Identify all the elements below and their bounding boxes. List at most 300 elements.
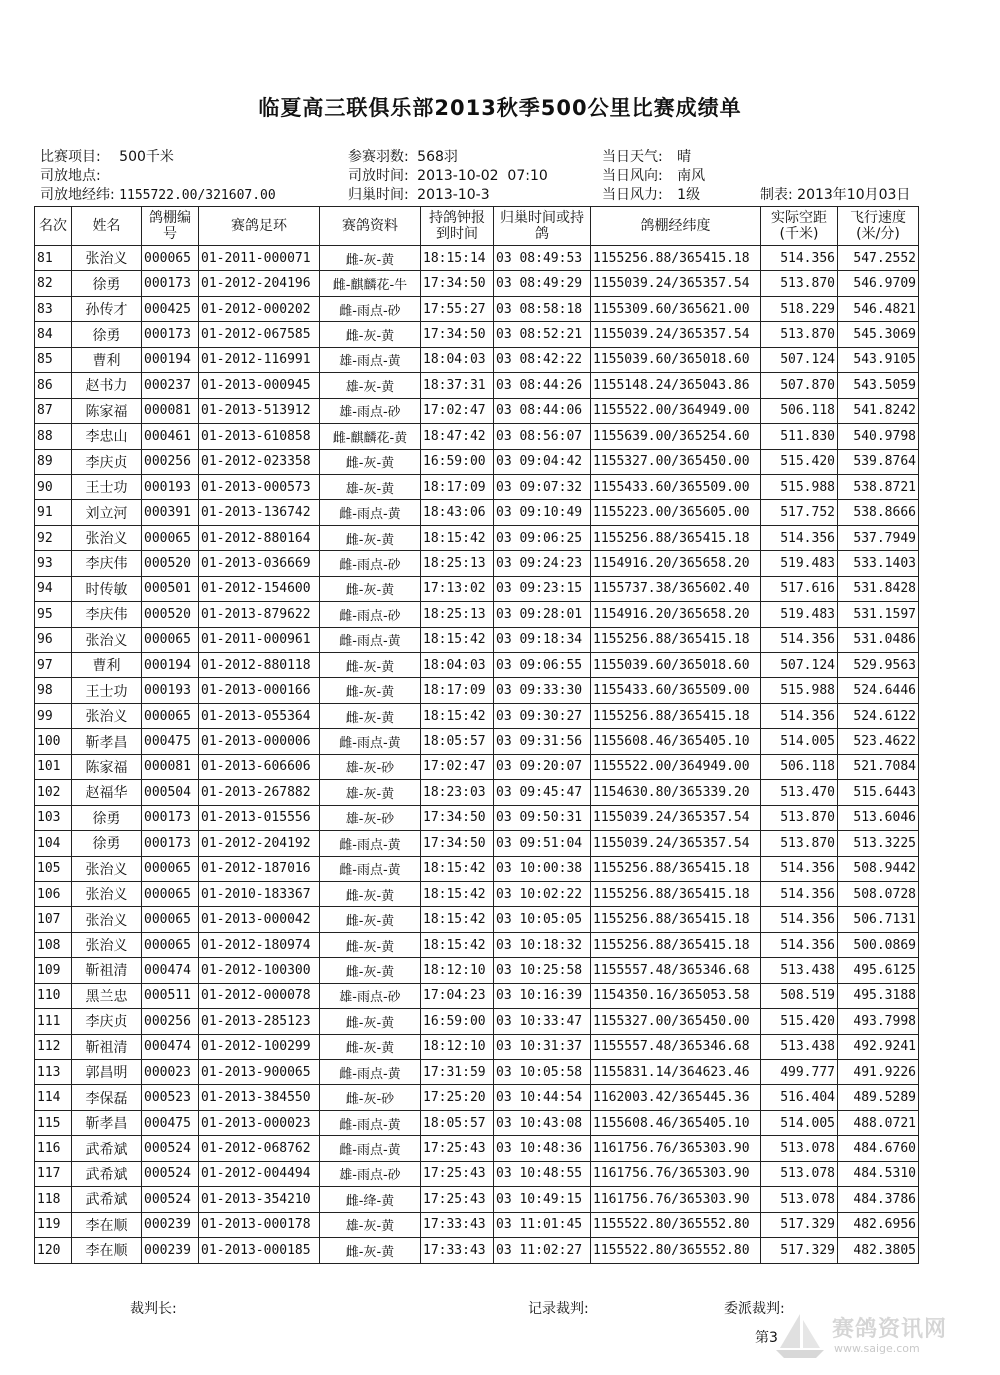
cell-ring: 01-2012-067585 xyxy=(199,322,320,347)
cell-clock-time: 18:15:42 xyxy=(421,932,494,957)
cell-clock-time: 17:34:50 xyxy=(421,322,494,347)
cell-speed: 482.6956 xyxy=(838,1212,919,1237)
cell-name: 曹利 xyxy=(72,347,142,372)
table-row xyxy=(35,449,919,474)
cell-name: 李庆伟 xyxy=(72,602,142,627)
cell-loft-id: 000524 xyxy=(142,1187,199,1212)
cell-ring: 01-2013-000166 xyxy=(199,678,320,703)
table-row xyxy=(35,653,919,678)
cell-pigeon-info: 雌-灰-黄 xyxy=(320,932,421,957)
cell-name: 武希斌 xyxy=(72,1187,142,1212)
cell-rank: 118 xyxy=(35,1187,72,1212)
cell-loft-coord: 1155256.88/365415.18 xyxy=(591,703,761,728)
cell-ring: 01-2013-879622 xyxy=(199,602,320,627)
cell-rank: 90 xyxy=(35,474,72,499)
cell-clock-time: 18:15:42 xyxy=(421,881,494,906)
made-date-info xyxy=(760,184,910,204)
table-row xyxy=(35,296,919,321)
cell-loft-id: 000065 xyxy=(142,246,199,271)
cell-loft-coord: 1155256.88/365415.18 xyxy=(591,246,761,271)
table-row xyxy=(35,856,919,881)
cell-pigeon-info: 雌-雨点-砂 xyxy=(320,602,421,627)
record-judge-field xyxy=(528,1298,589,1318)
cell-pigeon-info: 雌-灰-黄 xyxy=(320,1034,421,1059)
cell-speed: 543.9105 xyxy=(838,347,919,372)
table-body xyxy=(35,246,919,1264)
cell-speed: 508.0728 xyxy=(838,881,919,906)
cell-name: 靳祖清 xyxy=(72,1034,142,1059)
table-row xyxy=(35,805,919,830)
project-value: 500千米 xyxy=(119,149,174,165)
wind-force-info xyxy=(602,184,700,204)
cell-pigeon-info: 雌-灰-黄 xyxy=(320,1238,421,1263)
cell-name: 张治义 xyxy=(72,246,142,271)
return-time-value: 2013-10-3 xyxy=(417,187,490,203)
cell-name: 张治义 xyxy=(72,932,142,957)
cell-rank: 101 xyxy=(35,754,72,779)
cell-name: 李忠山 xyxy=(72,424,142,449)
sailboat-icon xyxy=(770,1310,830,1360)
cell-ring: 01-2011-000071 xyxy=(199,246,320,271)
cell-arrival-time: 03 10:05:05 xyxy=(494,907,591,932)
cell-pigeon-info: 雌-雨点-黄 xyxy=(320,500,421,525)
cell-clock-time: 17:25:43 xyxy=(421,1161,494,1186)
table-row xyxy=(35,1060,919,1085)
page-title: 临夏高三联俱乐部2013秋季500公里比赛成绩单 xyxy=(258,96,742,120)
cell-speed: 482.3805 xyxy=(838,1238,919,1263)
cell-loft-id: 000511 xyxy=(142,983,199,1008)
cell-ring: 01-2012-000202 xyxy=(199,296,320,321)
cell-pigeon-info: 雄-灰-黄 xyxy=(320,1212,421,1237)
cell-name: 徐勇 xyxy=(72,831,142,856)
table-row xyxy=(35,424,919,449)
cell-loft-coord: 1154916.20/365658.20 xyxy=(591,602,761,627)
header-pigeon-info: 赛鸽资料 xyxy=(320,207,421,246)
cell-ring: 01-2013-000178 xyxy=(199,1212,320,1237)
table-row xyxy=(35,576,919,601)
cell-distance: 519.483 xyxy=(761,551,838,576)
cell-clock-time: 17:34:50 xyxy=(421,271,494,296)
cell-arrival-time: 03 09:23:15 xyxy=(494,576,591,601)
cell-clock-time: 17:33:43 xyxy=(421,1212,494,1237)
cell-loft-id: 000173 xyxy=(142,271,199,296)
cell-loft-id: 000065 xyxy=(142,627,199,652)
cell-distance: 514.356 xyxy=(761,932,838,957)
cell-ring: 01-2013-000945 xyxy=(199,373,320,398)
header-ring: 赛鸽足环 xyxy=(199,207,320,246)
cell-arrival-time: 03 10:31:37 xyxy=(494,1034,591,1059)
cell-loft-coord: 1155522.00/364949.00 xyxy=(591,398,761,423)
cell-pigeon-info: 雌-灰-黄 xyxy=(320,525,421,550)
cell-speed: 538.8666 xyxy=(838,500,919,525)
table-header-row xyxy=(35,207,919,246)
table-row xyxy=(35,602,919,627)
cell-ring: 01-2012-204196 xyxy=(199,271,320,296)
cell-rank: 82 xyxy=(35,271,72,296)
cell-name: 陈家福 xyxy=(72,398,142,423)
cell-loft-id: 000065 xyxy=(142,881,199,906)
cell-pigeon-info: 雌-灰-黄 xyxy=(320,653,421,678)
cell-distance: 519.483 xyxy=(761,602,838,627)
cell-speed: 500.0869 xyxy=(838,932,919,957)
cell-loft-coord: 1161756.76/365303.90 xyxy=(591,1161,761,1186)
release-site-info xyxy=(40,165,101,185)
cell-name: 曹利 xyxy=(72,653,142,678)
cell-rank: 91 xyxy=(35,500,72,525)
cell-name: 孙传才 xyxy=(72,296,142,321)
cell-ring: 01-2013-000023 xyxy=(199,1110,320,1135)
cell-rank: 95 xyxy=(35,602,72,627)
cell-loft-coord: 1155256.88/365415.18 xyxy=(591,907,761,932)
watermark-logo xyxy=(770,1310,970,1360)
cell-clock-time: 18:23:03 xyxy=(421,780,494,805)
cell-rank: 89 xyxy=(35,449,72,474)
cell-distance: 515.988 xyxy=(761,474,838,499)
cell-ring: 01-2013-000573 xyxy=(199,474,320,499)
cell-pigeon-info: 雌-雨点-黄 xyxy=(320,831,421,856)
cell-clock-time: 18:15:42 xyxy=(421,856,494,881)
cell-rank: 81 xyxy=(35,246,72,271)
cell-arrival-time: 03 08:44:26 xyxy=(494,373,591,398)
cell-name: 黑兰忠 xyxy=(72,983,142,1008)
cell-rank: 100 xyxy=(35,729,72,754)
cell-clock-time: 18:15:42 xyxy=(421,703,494,728)
entry-count-label: 参赛羽数: xyxy=(348,149,409,165)
cell-distance: 508.519 xyxy=(761,983,838,1008)
cell-clock-time: 17:25:43 xyxy=(421,1136,494,1161)
cell-clock-time: 17:34:50 xyxy=(421,805,494,830)
cell-loft-id: 000065 xyxy=(142,907,199,932)
cell-ring: 01-2013-384550 xyxy=(199,1085,320,1110)
cell-clock-time: 18:05:57 xyxy=(421,1110,494,1135)
cell-rank: 117 xyxy=(35,1161,72,1186)
table-row xyxy=(35,932,919,957)
cell-loft-id: 000239 xyxy=(142,1238,199,1263)
wind-force-value: 1级 xyxy=(677,187,701,203)
cell-clock-time: 18:15:42 xyxy=(421,627,494,652)
cell-loft-coord: 1155256.88/365415.18 xyxy=(591,627,761,652)
wind-direction-label: 当日风向: xyxy=(602,168,663,184)
cell-pigeon-info: 雌-雨点-黄 xyxy=(320,1110,421,1135)
cell-loft-coord: 1155256.88/365415.18 xyxy=(591,525,761,550)
cell-pigeon-info: 雌-灰-砂 xyxy=(320,1085,421,1110)
cell-rank: 113 xyxy=(35,1060,72,1085)
cell-speed: 546.4821 xyxy=(838,296,919,321)
cell-clock-time: 18:12:10 xyxy=(421,1034,494,1059)
cell-speed: 524.6446 xyxy=(838,678,919,703)
cell-arrival-time: 03 08:49:29 xyxy=(494,271,591,296)
cell-clock-time: 17:02:47 xyxy=(421,754,494,779)
cell-distance: 516.404 xyxy=(761,1085,838,1110)
made-date-label: 制表: xyxy=(760,187,793,203)
cell-arrival-time: 03 10:33:47 xyxy=(494,1009,591,1034)
delegate-judge-label: 委派裁判: xyxy=(724,1301,785,1317)
cell-name: 张治义 xyxy=(72,881,142,906)
table-row xyxy=(35,958,919,983)
cell-name: 李庆伟 xyxy=(72,551,142,576)
chief-judge-field xyxy=(130,1298,177,1318)
table-row xyxy=(35,678,919,703)
header-distance: 实际空距(千米) xyxy=(761,207,838,246)
cell-pigeon-info: 雌-麒麟花-牛 xyxy=(320,271,421,296)
cell-name: 张治义 xyxy=(72,856,142,881)
cell-name: 武希斌 xyxy=(72,1161,142,1186)
cell-loft-coord: 1155522.00/364949.00 xyxy=(591,754,761,779)
cell-ring: 01-2013-000185 xyxy=(199,1238,320,1263)
cell-ring: 01-2013-513912 xyxy=(199,398,320,423)
cell-loft-id: 000193 xyxy=(142,678,199,703)
cell-arrival-time: 03 09:24:23 xyxy=(494,551,591,576)
table-row xyxy=(35,729,919,754)
table-row xyxy=(35,322,919,347)
cell-arrival-time: 03 09:30:27 xyxy=(494,703,591,728)
cell-name: 李庆贞 xyxy=(72,449,142,474)
cell-clock-time: 16:59:00 xyxy=(421,449,494,474)
cell-speed: 495.6125 xyxy=(838,958,919,983)
cell-loft-id: 000504 xyxy=(142,780,199,805)
cell-ring: 01-2011-000961 xyxy=(199,627,320,652)
cell-loft-id: 000081 xyxy=(142,398,199,423)
cell-arrival-time: 03 09:10:49 xyxy=(494,500,591,525)
cell-arrival-time: 03 08:44:06 xyxy=(494,398,591,423)
cell-ring: 01-2013-610858 xyxy=(199,424,320,449)
cell-loft-id: 000475 xyxy=(142,1110,199,1135)
cell-clock-time: 18:25:13 xyxy=(421,602,494,627)
return-time-label: 归巢时间: xyxy=(348,187,409,203)
cell-ring: 01-2013-000042 xyxy=(199,907,320,932)
cell-loft-id: 000173 xyxy=(142,831,199,856)
cell-loft-coord: 1154630.80/365339.20 xyxy=(591,780,761,805)
table-row xyxy=(35,500,919,525)
cell-loft-coord: 1155737.38/365602.40 xyxy=(591,576,761,601)
cell-name: 王士功 xyxy=(72,474,142,499)
cell-loft-coord: 1155522.80/365552.80 xyxy=(591,1238,761,1263)
cell-speed: 539.8764 xyxy=(838,449,919,474)
cell-clock-time: 17:25:43 xyxy=(421,1187,494,1212)
cell-clock-time: 18:25:13 xyxy=(421,551,494,576)
cell-speed: 515.6443 xyxy=(838,780,919,805)
cell-clock-time: 18:04:03 xyxy=(421,653,494,678)
cell-ring: 01-2012-204192 xyxy=(199,831,320,856)
cell-loft-coord: 1155831.14/364623.46 xyxy=(591,1060,761,1085)
table-row xyxy=(35,907,919,932)
cell-name: 徐勇 xyxy=(72,271,142,296)
table-row xyxy=(35,754,919,779)
cell-arrival-time: 03 09:07:32 xyxy=(494,474,591,499)
cell-clock-time: 17:04:23 xyxy=(421,983,494,1008)
cell-speed: 538.8721 xyxy=(838,474,919,499)
cell-speed: 545.3069 xyxy=(838,322,919,347)
cell-ring: 01-2012-100300 xyxy=(199,958,320,983)
release-site-label: 司放地点: xyxy=(40,168,101,184)
cell-speed: 546.9709 xyxy=(838,271,919,296)
cell-clock-time: 18:17:09 xyxy=(421,474,494,499)
cell-distance: 513.870 xyxy=(761,271,838,296)
cell-clock-time: 18:15:14 xyxy=(421,246,494,271)
table-row xyxy=(35,780,919,805)
cell-loft-id: 000065 xyxy=(142,703,199,728)
cell-rank: 102 xyxy=(35,780,72,805)
cell-loft-coord: 1155039.24/365357.54 xyxy=(591,322,761,347)
table-row xyxy=(35,271,919,296)
cell-clock-time: 18:12:10 xyxy=(421,958,494,983)
cell-pigeon-info: 雄-灰-砂 xyxy=(320,805,421,830)
cell-clock-time: 18:43:06 xyxy=(421,500,494,525)
cell-distance: 513.078 xyxy=(761,1136,838,1161)
header-arrival-time: 归巢时间或持鸽 xyxy=(494,207,591,246)
cell-clock-time: 18:15:42 xyxy=(421,525,494,550)
cell-loft-coord: 1155039.24/365357.54 xyxy=(591,831,761,856)
cell-loft-coord: 1155639.00/365254.60 xyxy=(591,424,761,449)
table-row xyxy=(35,525,919,550)
cell-rank: 106 xyxy=(35,881,72,906)
cell-pigeon-info: 雌-灰-黄 xyxy=(320,907,421,932)
wind-direction-value: 南风 xyxy=(677,168,706,184)
cell-pigeon-info: 雄-雨点-砂 xyxy=(320,983,421,1008)
cell-name: 陈家福 xyxy=(72,754,142,779)
cell-distance: 513.870 xyxy=(761,805,838,830)
table-row xyxy=(35,1136,919,1161)
cell-loft-coord: 1155256.88/365415.18 xyxy=(591,932,761,957)
cell-arrival-time: 03 09:33:30 xyxy=(494,678,591,703)
chief-judge-label: 裁判长: xyxy=(130,1301,177,1317)
cell-loft-id: 000524 xyxy=(142,1136,199,1161)
cell-name: 武希斌 xyxy=(72,1136,142,1161)
cell-name: 李庆贞 xyxy=(72,1009,142,1034)
cell-distance: 513.470 xyxy=(761,780,838,805)
table-row xyxy=(35,831,919,856)
cell-speed: 524.6122 xyxy=(838,703,919,728)
cell-clock-time: 18:05:57 xyxy=(421,729,494,754)
cell-rank: 86 xyxy=(35,373,72,398)
cell-ring: 01-2012-100299 xyxy=(199,1034,320,1059)
release-time-value: 2013-10-02 07:10 xyxy=(417,168,548,184)
cell-clock-time: 18:15:42 xyxy=(421,907,494,932)
cell-distance: 513.870 xyxy=(761,322,838,347)
cell-clock-time: 17:25:20 xyxy=(421,1085,494,1110)
header-speed: 飞行速度(米/分) xyxy=(838,207,919,246)
cell-distance: 514.005 xyxy=(761,1110,838,1135)
cell-rank: 120 xyxy=(35,1238,72,1263)
cell-clock-time: 16:59:00 xyxy=(421,1009,494,1034)
cell-ring: 01-2013-036669 xyxy=(199,551,320,576)
cell-clock-time: 17:02:47 xyxy=(421,398,494,423)
cell-loft-coord: 1155608.46/365405.10 xyxy=(591,729,761,754)
project-info xyxy=(40,146,174,166)
cell-loft-coord: 1155433.60/365509.00 xyxy=(591,474,761,499)
weather-value: 晴 xyxy=(677,149,692,165)
cell-loft-coord: 1155557.48/365346.68 xyxy=(591,1034,761,1059)
cell-rank: 98 xyxy=(35,678,72,703)
cell-pigeon-info: 雌-灰-黄 xyxy=(320,678,421,703)
cell-arrival-time: 03 10:48:36 xyxy=(494,1136,591,1161)
cell-name: 时传敏 xyxy=(72,576,142,601)
cell-ring: 01-2013-015556 xyxy=(199,805,320,830)
cell-pigeon-info: 雌-雨点-砂 xyxy=(320,551,421,576)
cell-distance: 514.356 xyxy=(761,907,838,932)
cell-pigeon-info: 雌-灰-黄 xyxy=(320,1009,421,1034)
cell-speed: 540.9798 xyxy=(838,424,919,449)
cell-loft-coord: 1155522.80/365552.80 xyxy=(591,1212,761,1237)
cell-loft-id: 000173 xyxy=(142,805,199,830)
cell-loft-coord: 1155433.60/365509.00 xyxy=(591,678,761,703)
cell-loft-id: 000523 xyxy=(142,1085,199,1110)
cell-speed: 521.7084 xyxy=(838,754,919,779)
cell-loft-id: 000081 xyxy=(142,754,199,779)
cell-speed: 513.3225 xyxy=(838,831,919,856)
cell-loft-id: 000474 xyxy=(142,958,199,983)
release-time-label: 司放时间: xyxy=(348,168,409,184)
return-time-info xyxy=(348,184,490,204)
weather-info xyxy=(602,146,691,166)
table-row xyxy=(35,1110,919,1135)
cell-loft-id: 000065 xyxy=(142,856,199,881)
cell-pigeon-info: 雌-雨点-黄 xyxy=(320,729,421,754)
cell-ring: 01-2012-023358 xyxy=(199,449,320,474)
cell-pigeon-info: 雌-雨点-黄 xyxy=(320,856,421,881)
cell-name: 赵书力 xyxy=(72,373,142,398)
cell-loft-id: 000173 xyxy=(142,322,199,347)
cell-arrival-time: 03 09:06:55 xyxy=(494,653,591,678)
cell-distance: 507.124 xyxy=(761,347,838,372)
cell-loft-id: 000520 xyxy=(142,551,199,576)
table-row xyxy=(35,881,919,906)
cell-ring: 01-2012-154600 xyxy=(199,576,320,601)
cell-arrival-time: 03 10:43:08 xyxy=(494,1110,591,1135)
cell-loft-id: 000239 xyxy=(142,1212,199,1237)
cell-distance: 507.870 xyxy=(761,373,838,398)
cell-pigeon-info: 雌-绛-黄 xyxy=(320,1187,421,1212)
cell-loft-coord: 1155327.00/365450.00 xyxy=(591,449,761,474)
cell-speed: 537.7949 xyxy=(838,525,919,550)
cell-ring: 01-2010-183367 xyxy=(199,881,320,906)
cell-rank: 94 xyxy=(35,576,72,601)
header-loft-id: 鸽棚编号 xyxy=(142,207,199,246)
cell-ring: 01-2012-880164 xyxy=(199,525,320,550)
cell-loft-id: 000194 xyxy=(142,653,199,678)
cell-name: 王士功 xyxy=(72,678,142,703)
table-row xyxy=(35,551,919,576)
cell-arrival-time: 03 10:18:32 xyxy=(494,932,591,957)
cell-clock-time: 18:37:31 xyxy=(421,373,494,398)
cell-distance: 511.830 xyxy=(761,424,838,449)
cell-arrival-time: 03 09:28:01 xyxy=(494,602,591,627)
cell-distance: 514.356 xyxy=(761,856,838,881)
cell-rank: 104 xyxy=(35,831,72,856)
cell-distance: 518.229 xyxy=(761,296,838,321)
watermark-url: www.saige.com xyxy=(834,1342,920,1355)
cell-distance: 515.420 xyxy=(761,449,838,474)
table-row xyxy=(35,373,919,398)
cell-speed: 547.2552 xyxy=(838,246,919,271)
entry-count-value: 568羽 xyxy=(417,149,458,165)
cell-speed: 506.7131 xyxy=(838,907,919,932)
cell-rank: 97 xyxy=(35,653,72,678)
release-coord-label: 司放地经纬: xyxy=(40,187,115,203)
cell-loft-id: 000065 xyxy=(142,525,199,550)
cell-clock-time: 18:17:09 xyxy=(421,678,494,703)
cell-loft-id: 000425 xyxy=(142,296,199,321)
cell-name: 靳孝昌 xyxy=(72,729,142,754)
cell-clock-time: 17:34:50 xyxy=(421,831,494,856)
cell-pigeon-info: 雌-雨点-黄 xyxy=(320,627,421,652)
cell-name: 郭昌明 xyxy=(72,1060,142,1085)
cell-name: 靳祖清 xyxy=(72,958,142,983)
cell-loft-coord: 1161756.76/365303.90 xyxy=(591,1187,761,1212)
cell-arrival-time: 03 11:02:27 xyxy=(494,1238,591,1263)
cell-loft-coord: 1154916.20/365658.20 xyxy=(591,551,761,576)
made-date-value: 2013年10月03日 xyxy=(797,187,911,203)
